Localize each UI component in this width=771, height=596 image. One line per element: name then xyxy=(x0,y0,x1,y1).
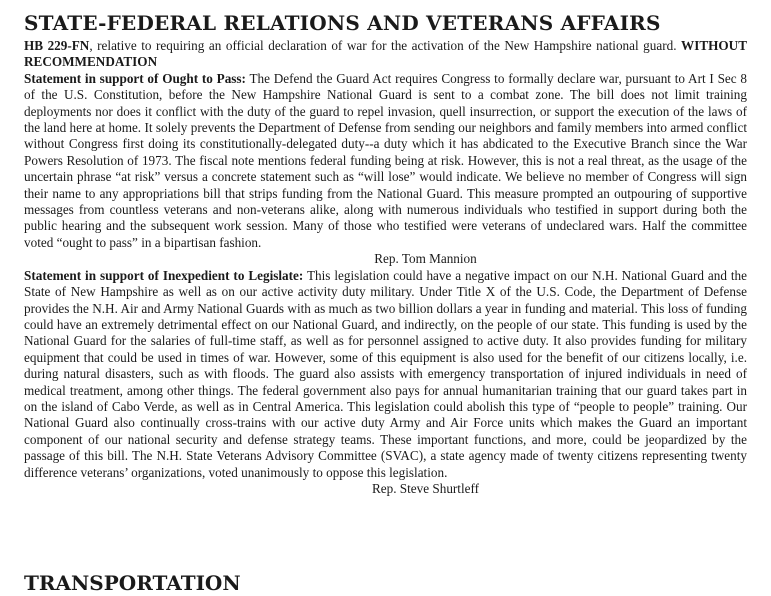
bill-recommendation: WITHOUT RECOMMENDATION xyxy=(24,38,747,70)
next-section-title: TRANSPORTATION xyxy=(24,571,241,595)
statement-inexpedient xyxy=(24,268,747,481)
section-title: STATE-FEDERAL RELATIONS AND VETERANS AFFAIRS xyxy=(24,11,661,35)
bill-number: HB 229-FN xyxy=(24,38,90,53)
bill-summary xyxy=(24,38,747,71)
bill-description: , relative to requiring an official declaration of war for the activation of the New Hampshire national guard. xyxy=(89,38,682,53)
statement-ought-to-pass-body: The Defend the Guard Act requires Congress to formally declare war, pursuant to Art I Sec 8 of the U.S. Constitution, before the New Hampshire National Guard is sent to a combat zone. The bill does not limit training deployments nor does it conflict with the duty of the guard to repel invasion, quell insurrection, or support the execution of the laws of the land here at home. It solely prevents the Department of Defense from sending our neighbors and family members into armed conflict without Congress first doing its constitutionally-delegated duty--a duty which it has abdicated to the Executive Branch since the War Powers Resolution of 1973. The fiscal note mentions federal funding being at risk. However, this is not a real threat, as the usage of the uncertain phrase “at risk” versus a concrete statement such as “will lose” would indicate. We believe no member of Congress will sign their name to any appropriations bill that strips funding from the National Guard. This measure prompted an outpouring of supportive messages from countless veterans and non-veterans alike, along with numerous individuals who testified in support during both the public hearing and the subsequent work session. Many of those who testified were veterans of undeclared wars. Half the committee voted “ought to pass” in a bipartisan fashion. xyxy=(24,70,747,250)
signature-inexpedient: Rep. Steve Shurtleff xyxy=(371,480,480,496)
statement-inexpedient-body: This legislation could have a negative impact on our N.H. National Guard and the State of New Hampshire as well as on our active activity duty military. Under Title X of the U.S. Code, the Department of Defense provides the N.H. Air and Army National Guards with as much as two billion dollars a year in funding and material. This loss of funding could have an extremely detrimental effect on our National Guard, and indirectly, on the people of our state. This funding is used by the National Guard for the salaries of full-time staff, as well as for personnel assigned to active duty. It also provides funding for military equipment that could be used in times of war. However, some of this equipment is also used for the benefit of our citizens locally, i.e. during natural disasters, such as with floods. The guard also assists with emergency transportation of injured individuals in need of medical treatment, among other things. The federal government also pays for annual humanitarian training that our guard takes part in on the island of Cabo Verde, as well as in Central America. This legislation could abolish this type of “people to people” training. Our National Guard also continually cross-trains with our active duty Army and Air Force units which makes the Guard an important component of our national security and defense strategy teams. These important functions, and more, could be jeopardized by the passage of this bill. The N.H. State Veterans Advisory Committee (SVAC), a state agency made of twenty citizens representing twenty difference veterans’ organizations, voted unanimously to oppose this legislation. xyxy=(24,267,748,480)
statement-inexpedient-heading: Statement in support of Inexpedient to Legislate: xyxy=(24,267,304,283)
signature-ought-to-pass: Rep. Tom Mannion xyxy=(374,251,477,267)
statement-ought-to-pass-heading: Statement in support of Ought to Pass: xyxy=(24,70,246,86)
statement-ought-to-pass xyxy=(24,71,747,251)
